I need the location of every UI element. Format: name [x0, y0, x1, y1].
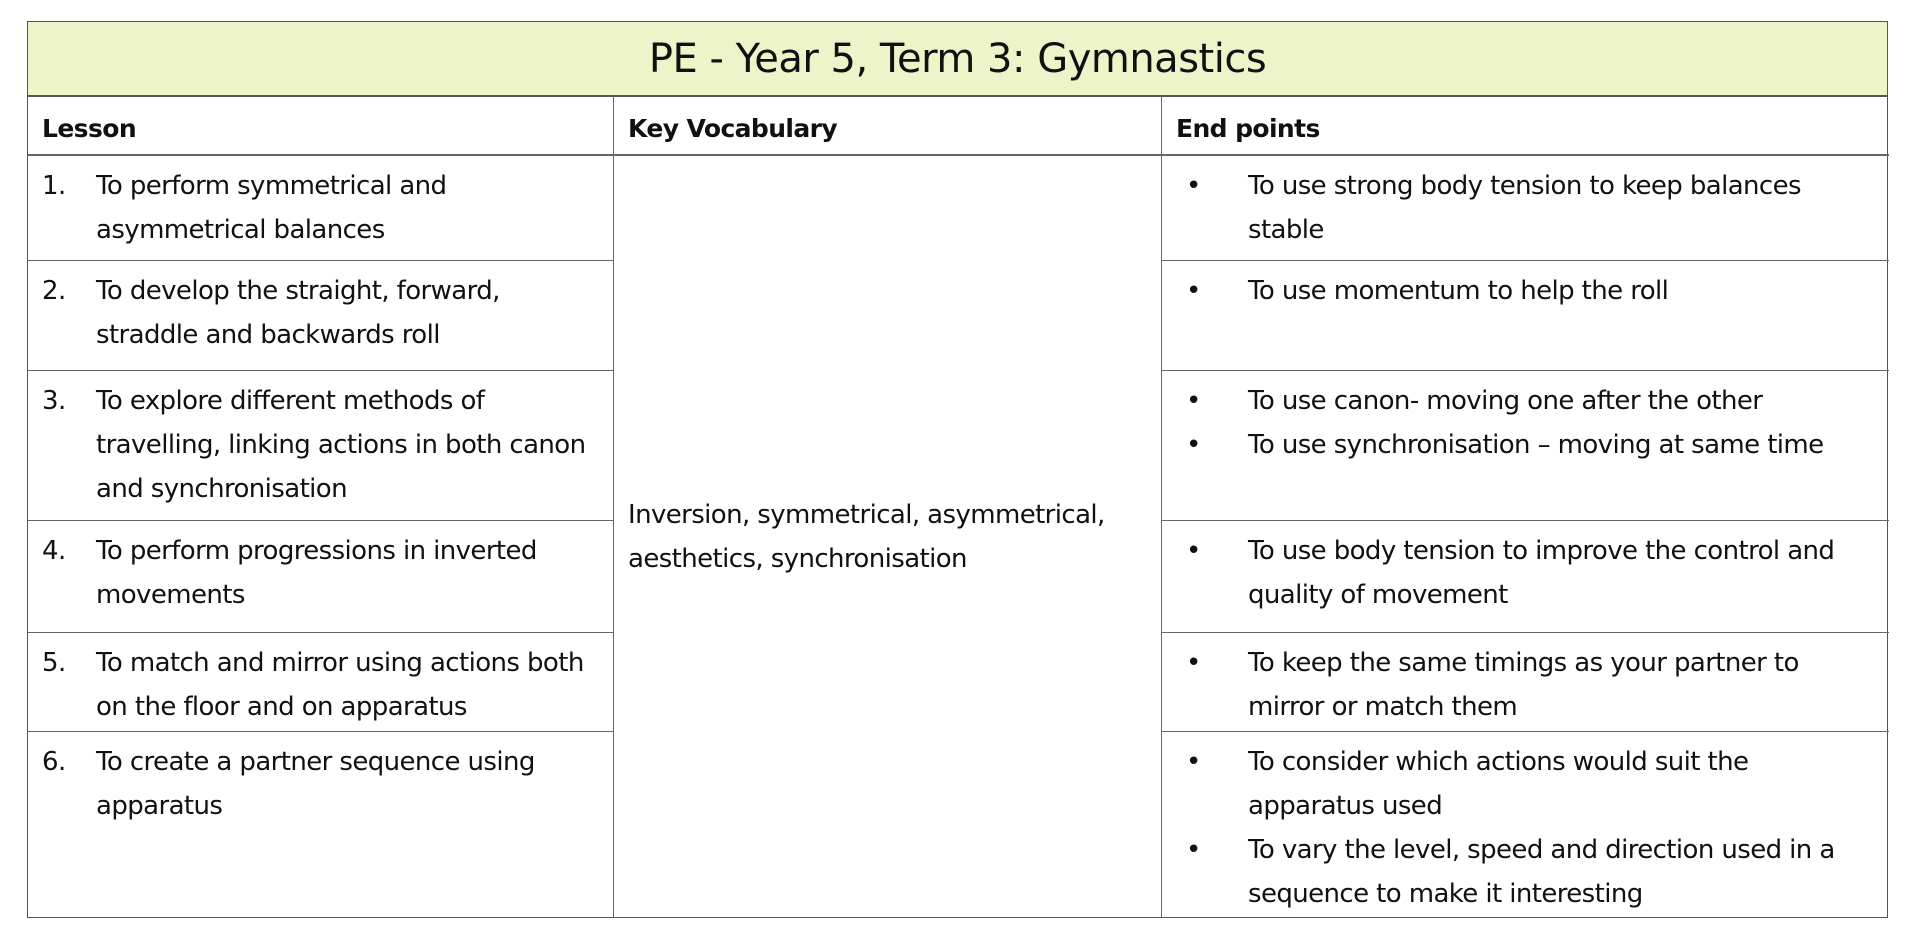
lesson-row: [28, 261, 614, 371]
lesson-objective: To explore different methods of travelling, linking actions in both canon and synchronisation: [96, 386, 586, 504]
lesson-number: 1.: [42, 171, 66, 201]
end-point-text: To use momentum to help the roll: [1248, 276, 1669, 306]
header-end-points: End points: [1162, 97, 1889, 156]
end-points-cell: [1162, 732, 1889, 918]
end-point-text: To keep the same timings as your partner to mirror or match them: [1248, 648, 1799, 722]
end-point-item: [1186, 164, 1879, 252]
bullet-icon: •: [1186, 171, 1201, 201]
lesson-number: 6.: [42, 747, 66, 777]
bullet-icon: •: [1186, 276, 1201, 306]
header-key-vocabulary: Key Vocabulary: [614, 97, 1162, 156]
lesson-row: [28, 156, 614, 261]
lesson-row: [28, 732, 614, 918]
lesson-objective: To develop the straight, forward, straddle and backwards roll: [96, 276, 500, 350]
end-points-cell: [1162, 261, 1889, 371]
lesson-row: [28, 633, 614, 732]
bullet-icon: •: [1186, 430, 1201, 460]
lesson-number: 4.: [42, 536, 66, 566]
lesson-row: [28, 371, 614, 521]
bullet-icon: •: [1186, 648, 1201, 678]
end-point-text: To consider which actions would suit the apparatus used: [1248, 747, 1749, 821]
end-points-cell: [1162, 521, 1889, 633]
header-lesson: Lesson: [28, 97, 614, 156]
lesson-row: [28, 521, 614, 633]
lesson-objective: To perform progressions in inverted movements: [96, 536, 537, 610]
end-points-cell: [1162, 633, 1889, 732]
end-point-item: [1186, 529, 1879, 617]
end-point-item: [1186, 269, 1879, 313]
end-point-text: To vary the level, speed and direction used in a sequence to make it interesting: [1248, 835, 1835, 909]
lesson-objective: To create a partner sequence using apparatus: [96, 747, 535, 821]
lesson-objective: To perform symmetrical and asymmetrical balances: [96, 171, 447, 245]
key-vocabulary-text: Inversion, symmetrical, asymmetrical, aesthetics, synchronisation: [628, 500, 1105, 574]
bullet-icon: •: [1186, 536, 1201, 566]
bullet-icon: •: [1186, 835, 1201, 865]
bullet-icon: •: [1186, 386, 1201, 416]
lesson-number: 2.: [42, 276, 66, 306]
end-point-text: To use strong body tension to keep balances stable: [1248, 171, 1801, 245]
end-point-text: To use body tension to improve the control and quality of movement: [1248, 536, 1835, 610]
end-point-item: [1186, 641, 1879, 729]
page-title: PE - Year 5, Term 3: Gymnastics: [28, 22, 1887, 97]
lesson-objective: To match and mirror using actions both on the floor and on apparatus: [96, 648, 584, 722]
end-point-item: [1186, 828, 1879, 916]
end-point-item: [1186, 379, 1879, 423]
end-points-cell: [1162, 156, 1889, 261]
bullet-icon: •: [1186, 747, 1201, 777]
end-point-text: To use synchronisation – moving at same time: [1248, 430, 1824, 460]
end-point-item: [1186, 423, 1879, 467]
curriculum-table: [27, 21, 1888, 918]
end-point-text: To use canon- moving one after the other: [1248, 386, 1763, 416]
end-point-item: [1186, 740, 1879, 828]
key-vocabulary-cell: [614, 156, 1162, 918]
lesson-number: 5.: [42, 648, 66, 678]
end-points-cell: [1162, 371, 1889, 521]
lesson-number: 3.: [42, 386, 66, 416]
